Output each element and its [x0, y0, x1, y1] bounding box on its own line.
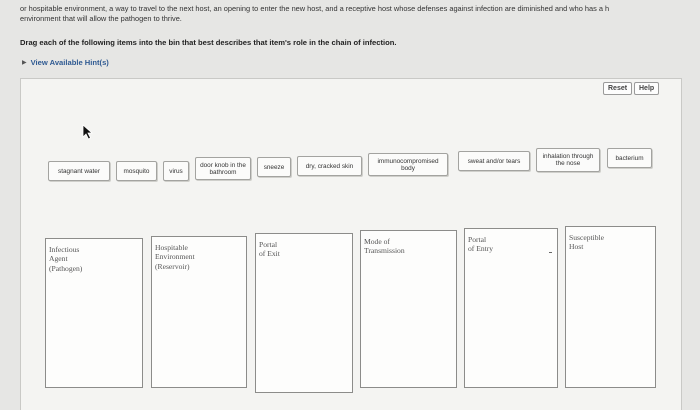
drag-item-sweat-tears[interactable]: sweat and/or tears — [458, 151, 530, 171]
bin-portal-of-entry[interactable] — [464, 228, 558, 388]
bin-label: Hospitable Environment (Reservoir) — [155, 243, 195, 271]
divider-mark — [549, 252, 552, 253]
drag-item-sneeze[interactable]: sneeze — [257, 157, 291, 177]
drag-item-immunocompromised-body[interactable]: immunocompromised body — [368, 153, 448, 176]
bin-portal-of-exit[interactable] — [255, 233, 353, 393]
help-button[interactable]: Help — [634, 82, 659, 95]
bin-hospitable-environment[interactable] — [151, 236, 247, 388]
bin-infectious-agent[interactable] — [45, 238, 143, 388]
intro-text-line2: environment that will allow the pathogen to thrive. — [20, 14, 182, 23]
view-hints-label[interactable]: View Available Hint(s) — [30, 58, 109, 67]
triangle-right-icon: ▶ — [22, 60, 27, 66]
bin-label: Infectious Agent (Pathogen) — [49, 245, 83, 273]
drag-item-mosquito[interactable]: mosquito — [116, 161, 157, 181]
bin-label: Susceptible Host — [569, 233, 605, 252]
bin-label: Portal of Entry — [468, 235, 494, 254]
bin-label: Portal of Exit — [259, 240, 280, 259]
drag-item-dry-cracked-skin[interactable]: dry, cracked skin — [297, 156, 362, 176]
drag-item-door-knob[interactable]: door knob in the bathroom — [195, 157, 251, 180]
drag-item-stagnant-water[interactable]: stagnant water — [48, 161, 110, 181]
bin-label: Mode of Transmission — [364, 237, 405, 256]
view-hints-link[interactable] — [22, 58, 109, 67]
intro-text-line1: or hospitable environment, a way to travel to the next host, an opening to enter the new host, and a receptive host whose defenses against infection are diminished and who has a h — [20, 4, 610, 13]
drag-item-virus[interactable]: virus — [163, 161, 189, 181]
drag-item-bacterium[interactable]: bacterium — [607, 148, 652, 168]
instruction-text: Drag each of the following items into the bin that best describes that item's role in the chain of infection. — [20, 38, 397, 47]
arrow-cursor-icon — [82, 124, 94, 140]
bin-mode-of-transmission[interactable] — [360, 230, 457, 388]
bin-susceptible-host[interactable] — [565, 226, 656, 388]
intro-text — [20, 4, 700, 24]
reset-button[interactable]: Reset — [603, 82, 632, 95]
drag-item-inhalation-nose[interactable]: inhalation through the nose — [536, 148, 600, 172]
